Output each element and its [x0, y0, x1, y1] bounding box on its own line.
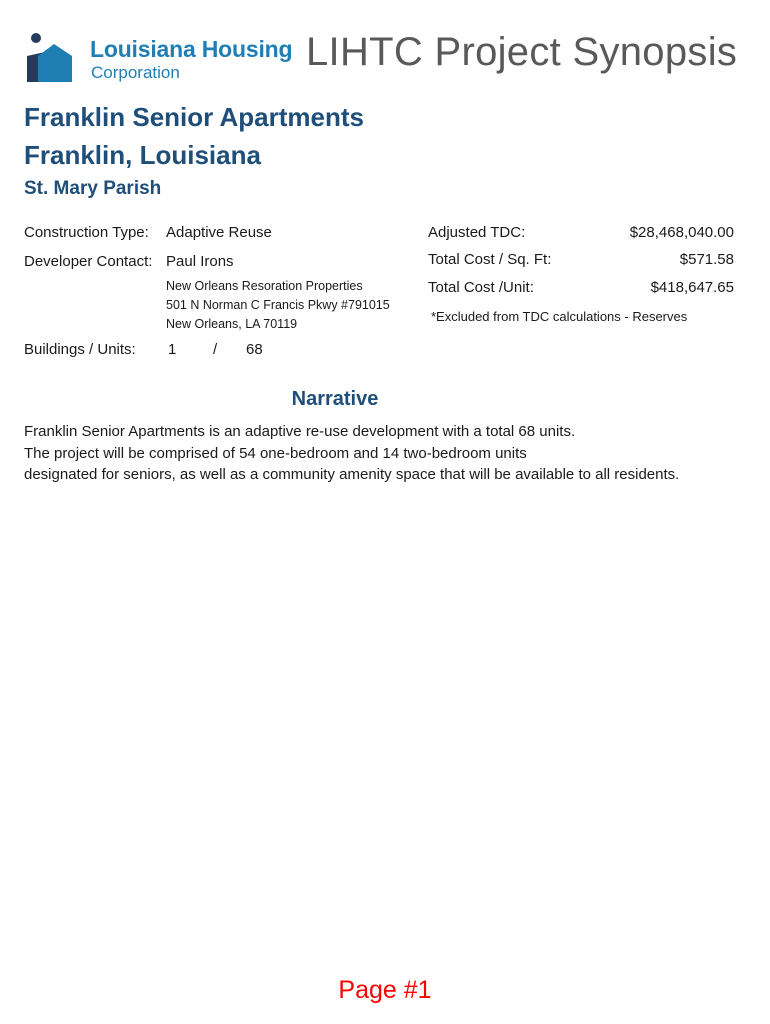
buildings-units-label: Buildings / Units: — [24, 341, 136, 358]
adjusted-tdc-label: Adjusted TDC: — [428, 224, 526, 241]
buildings-count: 1 — [168, 341, 177, 358]
adjusted-tdc-value: $28,468,040.00 — [629, 224, 734, 241]
construction-type-label: Construction Type: — [24, 224, 149, 241]
cost-per-sqft-value: $571.58 — [679, 251, 734, 268]
tdc-exclusion-note: *Excluded from TDC calculations - Reserves — [431, 309, 688, 324]
construction-type-value: Adaptive Reuse — [166, 224, 272, 241]
project-city: Franklin, Louisiana — [24, 140, 261, 170]
buildings-units-separator: / — [213, 341, 218, 358]
narrative-heading: Narrative — [291, 388, 379, 410]
developer-address-line1: 501 N Norman C Francis Pkwy #791015 — [166, 298, 390, 312]
narrative-line: The project will be comprised of 54 one-bedroom and 14 two-bedroom units — [24, 445, 527, 462]
developer-contact-value: Paul Irons — [166, 253, 234, 270]
cost-per-unit-value: $418,647.65 — [650, 279, 734, 296]
org-subtitle: Corporation — [91, 63, 180, 82]
project-name: Franklin Senior Apartments — [24, 102, 364, 132]
org-name: Louisiana Housing — [90, 36, 293, 62]
units-count: 68 — [246, 341, 263, 358]
cost-per-unit-label: Total Cost /Unit: — [428, 279, 534, 296]
narrative-line: Franklin Senior Apartments is an adaptive re-use development with a total 68 units. — [24, 423, 576, 440]
developer-organization: New Orleans Resoration Properties — [166, 279, 363, 293]
developer-contact-label: Developer Contact: — [24, 253, 153, 270]
lhc-logo-icon — [24, 32, 76, 84]
narrative-line: designated for seniors, as well as a community amenity space that will be available to all residents. — [24, 466, 680, 483]
cost-per-sqft-label: Total Cost / Sq. Ft: — [428, 251, 552, 268]
document-title: LIHTC Project Synopsis — [306, 30, 738, 74]
page-number: Page #1 — [338, 976, 432, 1004]
developer-address-line2: New Orleans, LA 70119 — [166, 317, 298, 331]
project-parish: St. Mary Parish — [24, 178, 162, 199]
